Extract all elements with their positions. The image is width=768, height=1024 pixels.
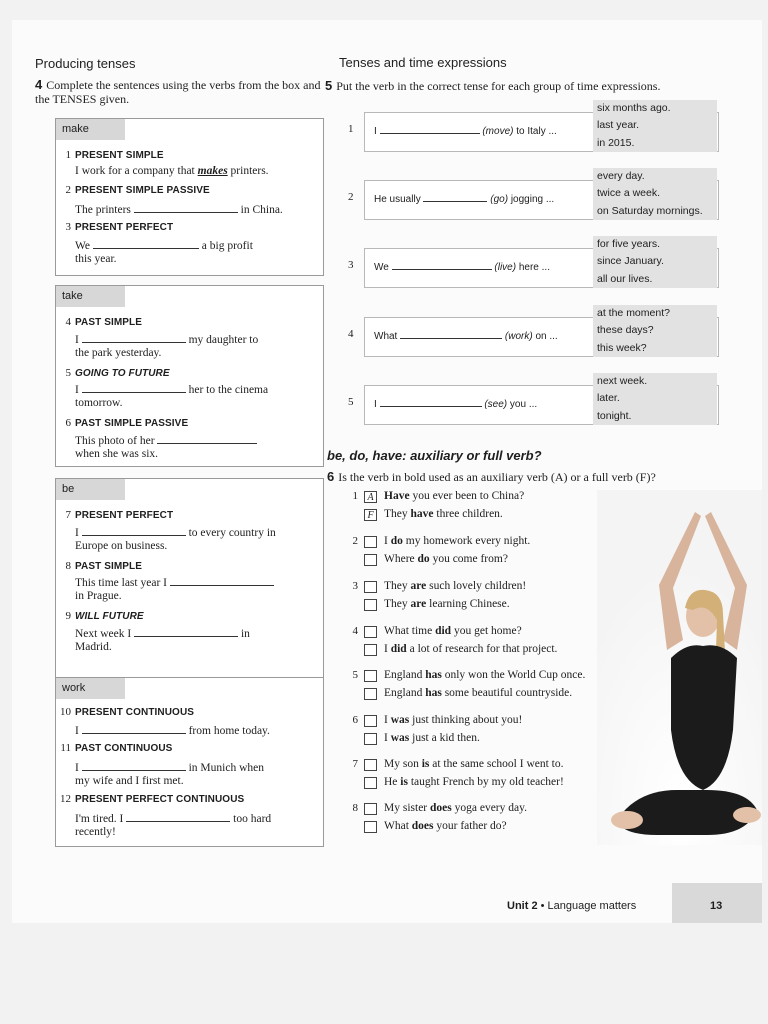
sentence-text: I	[384, 535, 391, 547]
time-expression: since January.	[597, 255, 664, 268]
sentence-text: I	[384, 714, 391, 726]
bold-verb: have	[410, 508, 434, 520]
ex5-sentence	[374, 259, 550, 273]
item-number: 3	[65, 221, 71, 233]
sentence-text: They	[384, 598, 411, 610]
sentence-text: my homework every night.	[402, 535, 531, 547]
unit-label: Unit 2	[507, 900, 538, 912]
time-expressions	[593, 168, 717, 220]
sentence-text: too hard	[230, 813, 272, 825]
time-expressions	[593, 305, 717, 357]
sentence-text: you ...	[507, 399, 538, 410]
verb-hint: (go)	[490, 194, 509, 205]
item-number: 2	[65, 184, 71, 196]
answer-blank[interactable]	[82, 525, 186, 536]
sentence-text: you ever been to China?	[409, 490, 525, 502]
sentence-text: Next week I	[75, 628, 135, 640]
unit-topic: Language matters	[547, 900, 637, 912]
answer-checkbox[interactable]	[364, 581, 377, 593]
ex6-item-6	[338, 714, 638, 750]
item-number: 1	[352, 490, 358, 502]
exercise-5-instruction	[325, 79, 735, 93]
verb-hint: (live)	[494, 262, 517, 273]
ex5-sentence	[374, 191, 554, 205]
bold-verb: Have	[384, 490, 410, 502]
sentence-text: I	[75, 334, 82, 346]
example-answer: makes	[197, 165, 228, 177]
time-expression: six months ago.	[597, 102, 671, 114]
tense-label: PAST SIMPLE	[75, 561, 143, 572]
sentence-text: What	[384, 820, 412, 832]
sentence-text: in Munich when	[185, 762, 264, 774]
item-number: 8	[65, 560, 71, 572]
bold-verb: does	[430, 802, 452, 814]
sentence-text: This photo of her	[75, 435, 158, 447]
exercise-4-text: Complete the sentences using the verbs from the box and the TENSES given.	[35, 78, 321, 106]
sentence-text: here ...	[516, 262, 550, 273]
sentence-b	[384, 553, 508, 565]
exercise-4-number: 4	[35, 77, 43, 92]
sentence-a	[384, 580, 526, 592]
time-expression: all our lives.	[597, 272, 653, 285]
sentence-text: learning Chinese.	[426, 598, 510, 610]
sentence-b	[384, 598, 510, 610]
sentence-text: printers.	[227, 165, 269, 177]
sentence-a	[384, 669, 585, 681]
answer-checkbox[interactable]	[364, 715, 377, 727]
bold-verb: do	[417, 553, 430, 565]
answer-checkbox[interactable]	[364, 688, 377, 700]
tense-label: PRESENT PERFECT	[75, 222, 174, 233]
sentence-text: The printers	[75, 204, 134, 216]
sentence-text: from home today.	[185, 725, 270, 737]
answer-blank[interactable]	[134, 202, 238, 213]
ex5-item-3	[334, 236, 720, 292]
time-expression: tonight.	[597, 409, 632, 422]
ex6-item-7	[338, 758, 638, 794]
item-number: 2	[352, 535, 358, 547]
sentence-b	[384, 508, 503, 520]
sentence-text: recently!	[75, 826, 116, 838]
time-expressions	[593, 373, 717, 425]
sentence-text: tomorrow.	[75, 397, 123, 409]
bold-verb: did	[390, 643, 407, 655]
sentence-text: England	[384, 687, 426, 699]
sentence-text: this year.	[75, 253, 117, 265]
sentence-a	[384, 758, 564, 770]
ex6-item-2	[338, 535, 638, 571]
sentence-text: three children.	[433, 508, 503, 520]
item-number: 5	[352, 669, 358, 681]
sentence-text: my daughter to	[185, 334, 259, 346]
answer-checkbox[interactable]	[364, 803, 377, 815]
sentence-text: in Prague.	[75, 590, 122, 602]
sentence-text: some beautiful countryside.	[441, 687, 573, 699]
sentence-text: I	[374, 399, 380, 410]
exercise-6-instruction	[327, 470, 737, 484]
answer-blank[interactable]	[82, 332, 186, 343]
answer-checkbox[interactable]	[364, 777, 377, 789]
ex5-sentence	[374, 123, 557, 137]
sentence-text: My sister	[384, 802, 430, 814]
sentence-text: just a kid then.	[409, 732, 480, 744]
sentence-text: I'm tired. I	[75, 813, 127, 825]
answer-checkbox[interactable]	[364, 644, 377, 656]
time-expression: every day.	[597, 170, 645, 182]
sentence-text: They	[384, 580, 411, 592]
answer-checkbox[interactable]: A	[364, 491, 377, 503]
sentence-text: to Italy ...	[513, 126, 557, 137]
sentence-text: only won the World Cup once.	[441, 669, 586, 681]
sentence-b	[384, 820, 507, 832]
item-number: 2	[348, 191, 354, 203]
tense-label: PRESENT PERFECT CONTINUOUS	[75, 794, 245, 805]
ex6-item-8	[338, 802, 638, 838]
item-number: 4	[348, 328, 354, 340]
ex5-sentence	[374, 396, 537, 410]
workbook-page	[12, 20, 762, 923]
sentence-text: to every country in	[185, 527, 276, 539]
sentence-text: I	[75, 527, 82, 539]
bold-verb: has	[425, 669, 442, 681]
time-expression: for five years.	[597, 238, 661, 250]
ex6-item-5	[338, 669, 638, 705]
ex6-item-4	[338, 625, 638, 661]
verb-hint: (work)	[504, 331, 533, 342]
answer-checkbox[interactable]: F	[364, 509, 377, 521]
ex6-item-3	[338, 580, 638, 616]
section-subtitle	[327, 448, 542, 463]
sentence-a	[384, 625, 522, 637]
bold-verb: did	[435, 625, 452, 637]
time-expression: twice a week.	[597, 187, 661, 200]
sentence-text: They	[384, 508, 411, 520]
item-number: 11	[60, 742, 71, 754]
verb-label: make	[56, 119, 125, 140]
time-expressions	[593, 236, 717, 288]
bold-verb: was	[390, 714, 410, 726]
ex5-item-4	[334, 305, 720, 361]
answer-blank[interactable]	[93, 238, 199, 249]
sentence-a	[384, 535, 530, 547]
sentence-text: This time last year I	[75, 577, 170, 589]
sentence-text: We	[374, 262, 392, 273]
sentence-text: I	[384, 643, 391, 655]
time-expression: these days?	[597, 324, 654, 337]
answer-blank[interactable]	[380, 396, 482, 407]
answer-blank[interactable]	[400, 328, 502, 339]
exercise-5-number: 5	[325, 78, 333, 93]
footer-separator: •	[540, 900, 545, 912]
sentence-text: He usually	[374, 194, 424, 205]
answer-blank[interactable]	[82, 723, 186, 734]
bold-verb: does	[411, 820, 434, 832]
sentence-a	[384, 714, 522, 726]
sentence-text: a lot of research for that project.	[406, 643, 558, 655]
time-expression: on Saturday mornings.	[597, 204, 703, 217]
bold-verb: are	[410, 598, 427, 610]
tense-label: PRESENT SIMPLE PASSIVE	[75, 185, 210, 196]
answer-blank[interactable]	[134, 626, 238, 637]
ex5-item-2	[334, 168, 720, 224]
sentence-text: in	[238, 628, 250, 640]
item-number: 3	[352, 580, 358, 592]
answer-blank[interactable]	[170, 575, 274, 586]
sentence-text: He	[384, 776, 401, 788]
item-number: 5	[65, 367, 71, 379]
sentence-text: I	[75, 725, 82, 737]
sentence-b	[384, 776, 564, 788]
time-expression: later.	[597, 392, 620, 405]
ex5-sentence	[374, 328, 558, 342]
answer-checkbox[interactable]	[364, 759, 377, 771]
sentence-text: you come from?	[429, 553, 508, 565]
exercise-6-text: Is the verb in bold used as an auxiliary verb (A) or a full verb (F)?	[338, 470, 656, 484]
answer-checkbox[interactable]	[364, 821, 377, 833]
time-expression: at the moment?	[597, 307, 670, 319]
answer-checkbox[interactable]	[364, 670, 377, 682]
tense-label: PRESENT CONTINUOUS	[75, 707, 195, 718]
bold-verb: was	[390, 732, 410, 744]
bold-verb: is	[421, 758, 430, 770]
verb-label: take	[56, 286, 125, 307]
verb-label: be	[56, 479, 125, 500]
verb-box-take	[55, 285, 324, 467]
item-number: 5	[348, 396, 354, 408]
answer-blank[interactable]	[82, 760, 186, 771]
sentence-text: Madrid.	[75, 641, 112, 653]
sentence-b	[384, 687, 572, 699]
sentence-text: What time	[384, 625, 436, 637]
sentence-text: My son	[384, 758, 422, 770]
sentence-text: jogging ...	[508, 194, 555, 205]
verb-box-work	[55, 677, 324, 847]
item-number: 8	[352, 802, 358, 814]
verb-box-be	[55, 478, 324, 680]
sentence-text: We	[75, 240, 93, 252]
tense-label: PAST SIMPLE	[75, 317, 143, 328]
page-number: 13	[710, 900, 723, 912]
sentence-text: the park yesterday.	[75, 347, 162, 359]
sentence-text: I work for a company that	[75, 165, 198, 177]
time-expression: in 2015.	[597, 136, 635, 149]
sentence-a	[384, 802, 527, 814]
sentence-text: England	[384, 669, 426, 681]
section-title-tenses-time: Tenses and time expressions	[339, 55, 507, 70]
item-number: 4	[352, 625, 358, 637]
sentence-text: Where	[384, 553, 418, 565]
sentence-text: your father do?	[433, 820, 507, 832]
bold-verb: do	[390, 535, 403, 547]
subtitle-text: be, do, have: auxiliary or full verb?	[327, 448, 542, 463]
sentence-text: her to the cinema	[185, 384, 269, 396]
sentence-text: in China.	[237, 204, 283, 216]
item-number: 10	[60, 706, 71, 718]
time-expressions	[593, 100, 717, 152]
exercise-6-number: 6	[327, 469, 335, 484]
verb-hint: (see)	[484, 399, 508, 410]
item-number: 9	[65, 610, 71, 622]
item-number: 3	[348, 259, 354, 271]
sentence-b	[384, 732, 480, 744]
sentence-text: I	[75, 384, 82, 396]
item-number: 7	[65, 509, 71, 521]
verb-hint: (move)	[482, 126, 514, 137]
tense-label: PAST CONTINUOUS	[75, 743, 173, 754]
sentence-text: What	[374, 331, 401, 342]
item-number: 4	[65, 316, 71, 328]
tense-label: PRESENT SIMPLE	[75, 150, 164, 161]
answer-blank[interactable]	[380, 123, 480, 134]
sentence-b	[384, 643, 557, 655]
sentence-text: yoga every day.	[451, 802, 527, 814]
answer-blank[interactable]	[392, 259, 492, 270]
sentence-a	[384, 490, 524, 502]
answer-checkbox[interactable]	[364, 599, 377, 611]
section-title-producing-tenses: Producing tenses	[35, 56, 136, 71]
exercise-5-text: Put the verb in the correct tense for each group of time expressions.	[336, 79, 661, 93]
ex5-item-1	[334, 100, 720, 156]
answer-checkbox[interactable]	[364, 536, 377, 548]
item-number: 12	[60, 793, 71, 805]
bold-verb: is	[400, 776, 408, 788]
sentence-text: my wife and I first met.	[75, 775, 184, 787]
sentence-text: just thinking about you!	[409, 714, 523, 726]
verb-label: work	[56, 678, 125, 699]
sentence-text: I	[374, 126, 380, 137]
answer-blank[interactable]	[423, 191, 487, 202]
answer-blank[interactable]	[82, 382, 186, 393]
bold-verb: has	[425, 687, 442, 699]
item-number: 1	[348, 123, 354, 135]
tense-label: GOING TO FUTURE	[75, 368, 170, 379]
sentence-text: at the same school I went to.	[429, 758, 564, 770]
tense-label: WILL FUTURE	[75, 611, 144, 622]
sentence-text: Europe on business.	[75, 540, 168, 552]
sentence-text: such lovely children!	[426, 580, 527, 592]
page-footer	[507, 900, 636, 912]
answer-checkbox[interactable]	[364, 554, 377, 566]
sentence-text: taught French by my old teacher!	[407, 776, 564, 788]
answer-checkbox[interactable]	[364, 626, 377, 638]
tense-label: PRESENT PERFECT	[75, 510, 174, 521]
sentence-text: I	[75, 762, 82, 774]
exercise-4-instruction	[35, 78, 325, 106]
item-number: 1	[65, 149, 71, 161]
verb-box-make	[55, 118, 324, 276]
item-number: 6	[352, 714, 358, 726]
item-number: 6	[65, 417, 71, 429]
sentence-text: on ...	[532, 331, 558, 342]
sentence-text: I	[384, 732, 391, 744]
sentence-text: a big profit	[198, 240, 253, 252]
ex5-item-5	[334, 373, 720, 429]
answer-checkbox[interactable]	[364, 733, 377, 745]
answer-blank[interactable]	[157, 433, 257, 444]
ex6-item-1	[338, 490, 638, 526]
time-expression: this week?	[597, 341, 647, 354]
sentence-text: you get home?	[451, 625, 522, 637]
time-expression: next week.	[597, 375, 648, 387]
sentence-text: when she was six.	[75, 448, 159, 460]
item-number: 7	[352, 758, 358, 770]
answer-blank[interactable]	[126, 811, 230, 822]
bold-verb: are	[410, 580, 427, 592]
tense-label: PAST SIMPLE PASSIVE	[75, 418, 189, 429]
time-expression: last year.	[597, 119, 640, 132]
